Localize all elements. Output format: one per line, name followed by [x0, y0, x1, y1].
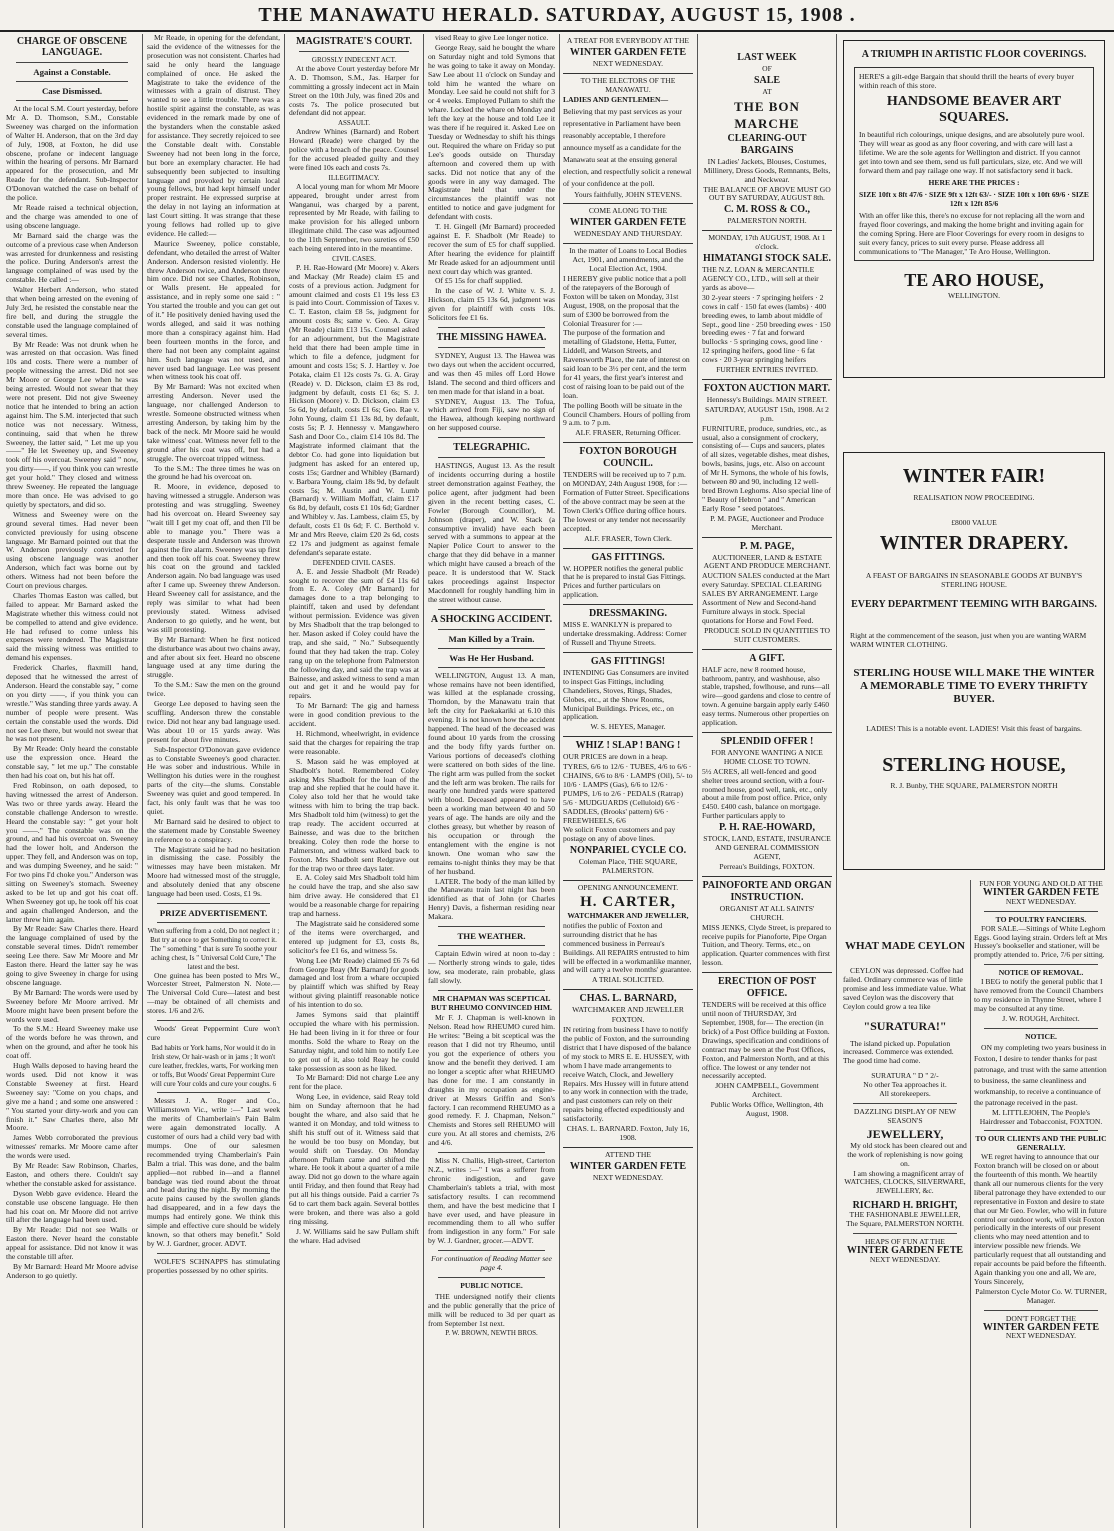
paragraph: Maurice Sweeney, police constable, defendant, who detailed the arrest of Walter Anderson. Anderson resisted violently. He threw Anderson twice, and Anderson threw him once. Did not see Charles, Robinson, or Walls present. He appealed for assistance, and in reply some one said : " You started the trouble and you can get out of it." He positively denied having used the words alleged, and said it was nothing more than a conspiracy against him. Had been fourteen months in the force, and there had not been any complaint against him. Such language was not used, and never used bad language. Lee was present when witness took his coat off. — [147, 238, 280, 382]
ad-title: PAINOFORTE AND ORGAN INSTRUCTION. — [702, 879, 832, 903]
column-rule — [970, 880, 971, 1528]
paragraph: The Magistrate said he had no hesitation in dismissing the case. Possibly the witnesses may have been mistaken. Mr Moore had witnessed most of the struggle, and absolutely denied that any obscene language had been used. Costs, £1 9s. — [147, 844, 280, 899]
ad-title: A GIFT. — [749, 652, 785, 664]
ad-body: The purpose of the formation and metalling of Gladstone, Hetta, Futter, Liddell, and Watson Streets, and Ravensworth Place, the rate of interest on said loan to be 3½ per cent, and the term for 41 years, the first year's interest and cost of raising loan to be paid out of the loan. — [563, 328, 690, 400]
headline: TELEGRAPHIC. — [453, 442, 530, 454]
ad-title: SALE — [753, 74, 781, 86]
winter-fair-ad — [843, 452, 1105, 870]
ad-title: GAS FITTINGS! — [590, 655, 666, 667]
ad-title: ERECTION OF POST OFFICE. — [718, 976, 816, 1000]
signature: P. W. BROWN, NEWTH BROS. — [445, 1329, 538, 1338]
ad-title: WINTER GARDEN FETE — [569, 46, 687, 58]
paragraph: Woods' Great Peppermint Cure won't cure — [147, 1024, 280, 1042]
ad-line: THE FASHIONABLE JEWELLER, — [849, 1210, 961, 1220]
paragraph: THE undersigned notify their clients and the public generally that the price of milk will be reduced to 3d per quart as from September 1st next. — [428, 1291, 555, 1328]
ad-line: AT — [762, 86, 772, 96]
paragraph: Mr Reade raised a technical objection, and the charge was amended to one of using obscene language. — [6, 202, 138, 230]
ad-body: The polling Booth will be situate in the Council Chambers. Hours of polling from 9 a.m. to 7 p.m. — [563, 400, 691, 428]
paragraph: By Mr Reade: Did not see Walls or Easton there. Never heard the constable appeal for assistance. Did not know it was the constable till after. — [6, 1225, 138, 1262]
ad-body: I BEG to notify the general public that I have removed from the Council Chambers to my residence in Thynne Street, where I may be consulted at any time. — [974, 977, 1104, 1013]
paragraph: By Mr Reade: Only heard the constable use the expression once. Heard the constable say, " let me up." The constable then had his coat on, but his hat off. — [6, 744, 138, 781]
paragraph: Fred Robinson, on oath deposed, to having witnessed the arrest of Anderson. Was two or three yards away. Heard the constable challenge Anderson to wrestle. Heard the constable say: " get your holt you ——." The constable was on the ground, and had his overcoat on. Sweeney had the lower holt, and Anderson the upper. They fell, and Anderson was on top, and was dumping Sweeney, and he said: " For two pins I'd choke you." Anderson was sitting on Sweeney's stomach. Sweeney asked to be let up and got his coat off. When Sweeney got up, he took off his coat and again challenged Anderson, and the latter threw him again. — [6, 780, 138, 924]
subheadline: Against a Constable. — [33, 67, 111, 77]
ad-line: PALMERSTON NORTH. — [727, 216, 807, 226]
ad-body: TENDERS will be received up to 7 p.m. on MONDAY, 24th August 1908, for :— Formation of Futter Street. Specifications of the above contract may be seen at the Town Clerk's Office during office hours. The lowest or any tender not necessarily accepted. — [563, 470, 690, 533]
ad-body: THE N.Z. LOAN & MERCANTILE AGENCY CO., LTD., will sell at their yards as above— — [702, 265, 819, 292]
paragraph: The Magistrate said he considered some of the items were overcharged, and entered up judgment for £3, costs 8s, solicitor's fee £1 6s, and witness 5s. — [289, 919, 419, 955]
ad-line: Coleman Place, THE SQUARE, PALMERSTON. — [578, 857, 678, 876]
ad-title: HIMATANGI STOCK SALE. — [702, 253, 832, 265]
paragraph: Captain Edwin wired at noon to-day :— Northerly strong winds to gale, tides low, sea moderate, rain probable, glass fall slowly. — [428, 949, 555, 985]
column-2 — [147, 34, 280, 1528]
ad-body: I HEREBY give public notice that a poll of the ratepayers of the Borough of Foxton will be taken on Monday, 31st August, 1908, on the proposal that the sum of £300 be borrowed from the Colonial Treasurer for :— — [563, 273, 687, 328]
ad-line: STOCK, LAND, ESTATE, INSURANCE AND GENERAL COMMISSION AGENT, — [703, 834, 831, 861]
ad-line: LADIES! This is a notable event. LADIES! Visit this feast of bargains. — [866, 724, 1082, 733]
ad-signature: J. W. ROUGH, Architect. — [1002, 1013, 1080, 1023]
ad-title: CLEARING-OUT BARGAINS — [727, 132, 807, 156]
paragraph: Witness and Sweeney were on the ground several times. Had never been convicted previously for using obscene language. Mr Barnard pointed out that the W. Anderson previously convicted for using obscene language was another Anderson, which fact was borne out by others. Witness had not been before the Court on previous charges. — [6, 509, 138, 591]
ad-signature: Yours faithfully, JOHN STEVENS. — [574, 189, 682, 199]
ad-body: TENDERS will be received at this office until noon of THURSDAY, 3rd September, 1908, for— The erection (in brick) of a Post Office building at Foxton. Drawings, specification and conditions of contract may be seen at the Post Offices, Foxton, and Palmerston North, and at this office. The lowest or any tender not necessarily accepted. — [702, 1000, 830, 1081]
ad-title: WINTER GARDEN FETE — [569, 217, 687, 229]
ad-line: WEDNESDAY AND THURSDAY. — [573, 229, 683, 239]
ad-body: IN Ladies' Jackets, Blouses, Costumes, Millinery, Dress Goods, Remnants, Belts, and Neckwear. — [703, 156, 831, 184]
ad-body: AUCTION SALES conducted at the Mart every Saturday. SPECIAL CLEARING SALES BY ARRANGEMENT. Large Assortment of New and Second-hand Furniture always in stock. Special quotations for Horse and Fowl Feed. — [702, 571, 830, 625]
masthead: THE MANAWATU HERALD. SATURDAY, AUGUST 15, 1908 . — [0, 0, 1114, 32]
subheadline: Man Killed by a Train. — [448, 633, 535, 644]
ad-title: STERLING HOUSE WILL MAKE THE WINTER A MEMORABLE TIME TO EVERY THRIFTY BUYER. — [853, 667, 1095, 705]
ad-signature: P. M. PAGE, Auctioneer and Produce Merchant. — [710, 513, 824, 532]
ad-body: CEYLON was depressed. Coffee had failed. Ordinary commerce was of little promise and less immediate value. What saved Ceylon was the discovery that Ceylon could grow a tea like — [843, 966, 967, 1011]
ad-title: WINTER GARDEN FETE — [569, 1160, 687, 1172]
ad-line: NEXT WEDNESDAY. — [1005, 896, 1077, 906]
ad-line: All storekeepers. — [879, 1089, 931, 1099]
subheading: CIVIL CASES. — [332, 254, 376, 263]
paragraph: Mr Barnard said he desired to object to the statement made by Constable Sweeney in reference to a conspiracy. — [147, 816, 280, 844]
ad-signature: W. S. HEYES, Manager. — [590, 722, 666, 732]
paragraph: A local young man for whom Mr Moore appeared, brought under arrest from Wanganui, was charged by a parent, represented by Mr Reade, with failing to make provision for his alleged unborn illegitimate child. The case was adjourned to the 11th September, two sureties of £50 each being entered into in the meantime. — [289, 181, 419, 254]
ad-line: SURATURA " D " 2/- — [871, 1071, 939, 1081]
ad-line: PRODUCE SOLD IN QUANTITIES TO SUIT CUSTOMERS. — [704, 625, 830, 644]
notices-column — [974, 880, 1108, 1525]
headline: PUBLIC NOTICE. — [460, 1280, 523, 1290]
ad-line: ORGANIST AT ALL SAINTS' CHURCH. — [719, 903, 815, 922]
ad-body: MISS JENKS, Clyde Street, is prepared to receive pupils for Pianoforte, Pipe Organ Tuition, and Theory. Terms, etc., on application. Quarter commences with first lesson. — [702, 922, 832, 968]
column-rule — [284, 34, 285, 1528]
ad-line: TO THE ELECTORS OF THE MANAWATU. — [580, 75, 676, 94]
ad-body: In beautiful rich colourings, unique designs, and are absolutely pure wool. They will wear as good as any floor covering, and with care will last a lifetime. We are the sole agents for Wellington and district. If you cannot get into town and see them, send us full particulars, size, etc. And we will forward them and pay railage one way. If not satisfactory send it back. — [859, 130, 1085, 175]
paragraph: To the S.M.: Saw the men on the ground twice. — [147, 680, 280, 699]
paragraph: Of £5 15s for chaff supplied. — [435, 276, 523, 286]
ad-line: FOXTON. — [611, 1015, 645, 1025]
column-6 — [702, 34, 832, 1528]
ad-line: A TRIAL SOLICITED. — [592, 975, 664, 985]
paragraph: Andrew Whines (Barnard) and Robert Howard (Reade) were charged by the police with a breach of the peace. Counsel for the accused pleaded guilty and they were fined 10s each and costs 7s. — [289, 127, 419, 172]
price-list: TYRES, 6/6 to 12/6 · TUBES, 4/6 to 6/6 · CHAINS, 6/6 to 8/6 · LAMPS (Oil), 5/- to 10/6 · LAMPS (Gas), 6/6 to 12/6 · PUMPS, 1/6 to 2/6 · PEDALS (Ratrap) 5/6 · MUDGUARDS (Celluloid) 6/6 · SADDLES, (Brooks' pattern) 6/6 · FREEWHEELS, 6/6 — [563, 762, 693, 825]
ad-title: TE ARO HOUSE, — [904, 270, 1044, 290]
ad-title: THE BON MARCHE — [734, 98, 800, 131]
ad-signature: JOHN CAMPBELL, Government Architect. — [715, 1081, 819, 1100]
paragraph: James Webb corroborated the previous witnesses' remarks. Mr Moore came after the words were used. — [6, 1133, 138, 1161]
paragraph: S. Mason said he was employed at Shadbolt's hotel. Remembered Coley asking Mrs Shadbolt for the loan of the trap and she replied that he could have it. Coley also told her that he would take witness with him to bring the trap back. Mrs Shadbolt told him (witness) to get the trap ready. The accident occurred at Bainesse, and was due to the britchen breaking. Coley then rode the horse to Palmerston, and witness walked back to Foxton. Mrs Shadbolt sent Redgrave out for the trap two or three days later. — [289, 756, 419, 873]
paragraph: H. Richmond, wheelwright, in evidence said that the charges for repairing the trap were reasonable. — [289, 728, 419, 756]
ad-title: A TRIUMPH IN ARTISTIC FLOOR COVERINGS. — [861, 49, 1087, 60]
ad-title: WINTER FAIR! — [902, 465, 1046, 487]
paragraph: HASTINGS, August 13. As the result of incidents occurring during a hostile street demonstration against Feathey, the police agent, after judgment had been given in the recent betting cases, C. Fowler (Borough Councillor), M. Johnson (draper), and W. Stack (a consumptive invalid) have each been served with a summons to appear at the Napier Police Court to answer to the charge that they did behave in a manner which might have caused a breach of the peace. It is understood that W. Stack takes proceedings against Inspector Macdonnell for roughly handling him in the street without cause. — [428, 461, 555, 604]
ad-body: MISS E. WANKLYN is prepared to undertake dressmaking. Address: Corner of Russell and Thyune Streets. — [563, 620, 687, 647]
headline: PRIZE ADVERTISEMENT. — [159, 908, 268, 918]
paragraph: By Mr Barnard: Heard Mr Moore advise Anderson to go quietly. — [6, 1262, 138, 1280]
column-rule — [697, 34, 698, 1528]
column-rule — [559, 34, 560, 1528]
ad-line: A FEAST OF BARGAINS IN SEASONABLE GOODS AT BUNBY'S STERLING HOUSE. — [865, 571, 1083, 589]
paragraph: Wong Lee, in evidence, said Reay told him on Sunday afternoon that he had bought the whare, and also said that he wanted it on Monday, and told witness to shift his stuff out of it. Witness said that he would be too busy on Monday, but would shift on Tuesday. On Monday afternoon Pullam came and shifted the whare. He took it about a quarter of a mile away. Did not go down to the whare again until Friday, and then found that Reay had put all his things outside. Paid a carrier 7s 6d to cart them back again. Several bottles were broken, and there was also a gold ring missing. — [289, 1092, 419, 1226]
ad-signature: Palmerston Cycle Motor Co. W. TURNER, Manager. — [975, 1286, 1107, 1305]
ad-line: DON'T FORGET THE — [1005, 1313, 1077, 1323]
paragraph: Hugh Walls deposed to having heard the words used. Did not know it was Constable Sweeney at first. Heard Sweeney say: "Come on you chaps, and give me a hand ; and some one answered : " You started your dirty-work and you can finish it." Saw Charles there, also Mr Moore. — [6, 1061, 138, 1133]
ad-line: THE BALANCE OF ABOVE MUST GO OUT BY SATURDAY, AUGUST 8th. — [703, 184, 831, 203]
paragraph: At the local S.M. Court yesterday, before Mr A. D. Thomson, S.M., Constable Sweeney was charged on the information of Walter H. Anderson, that on the 3rd day of July, 1908, at Foxton, he did use obscene, profane or indecent language within the hearing of persons. Mr Barnard appeared for the prosecution, and Mr Reade for the defendant. Sub-Inspector O'Donovan watched the case on behalf of the police. — [6, 104, 138, 203]
ad-line: Public Works Office, Wellington, 4th August, 1908. — [710, 1100, 824, 1119]
paragraph: vised Reay to give Lee longer notice. — [435, 34, 549, 42]
ad-title: WINTER GARDEN FETE — [982, 886, 1100, 898]
ad-line: The Square, PALMERSTON NORTH. — [846, 1219, 964, 1229]
ad-body: FURNITURE, produce, sundries, etc., as usual, also a consignment of crockery, consisting of— Cups and saucers, plates of all sizes, vegetable dishes, meat dishes, bowls, basins, jugs, etc. Also on account of Mr H. Symons, the whole of his fowls, between 80 and 90, including 12 well-bred Brown Leghorns. Also special line of " Beauty of Hebron " and " American Early Rose " seed potatoes. — [702, 423, 831, 513]
ad-title: HANDSOME BEAVER ART SQUARES. — [886, 94, 1062, 125]
ad-title: NOTICE OF REMOVAL. — [998, 968, 1084, 978]
ad-line: SATURDAY, AUGUST 15th, 1908. At 2 p.m. — [705, 404, 829, 423]
column-rule — [836, 34, 837, 1528]
paragraph: By Mr Barnard: When he first noticed the disturbance was about two chains away, and after about six feet. Heard no obscene language used at any time during the struggle. — [147, 634, 280, 680]
ad-title: H. CARTER, — [580, 894, 676, 910]
ad-body: I am showing a magnificent array of WATCHES, CLOCKS, SILVERWARE, JEWELLERY, &c. — [844, 1168, 966, 1196]
ad-title: WINTER GARDEN FETE — [846, 1244, 964, 1256]
ad-line: FUN FOR YOUNG AND OLD AT THE — [979, 880, 1103, 888]
paragraph: By Mr Barnard: Was not excited when arresting Anderson. Never used the language, nor challenged Anderson to wrestle. Someone obstructed witness when arresting Anderson, by taking him by the back of the neck. Mr Moore said he would take witness' coat. Witness never fell to the ground after his coat was off, but had a struggle. The overcoat tripped witness. — [147, 382, 280, 463]
ad-line: R. J. Bunby, THE SQUARE, PALMERSTON NORTH — [890, 781, 1058, 790]
paragraph: A. E. and Jessie Shadbolt (Mr Reade) sought to recover the sum of £4 11s 6d from E. A. Coley (Mr Barnard) for damages done to a trap belonging to plaintiff, taken and used by defendant without permission. Evidence was given by Mrs Shadbolt that the trap belonged to her. Mason asked if Coley could have the trap, and she said, " No." Subsequently found that they had taken the trap. Coley rang up on the telephone from Palmerston the following day, and said the trap was at Bainesse, and asked witness to send a man out and get it and he would pay for repairs. — [289, 566, 419, 701]
subheading: ASSAULT. — [337, 119, 371, 128]
ad-body: ON my completing two years business in Foxton, I desire to tender thanks for past patronage, and trust with the same attention to business, the same cleanliness and workmanship, to receive a continuance of the patronage received in the past. — [974, 1042, 1107, 1107]
ad-line: £8000 VALUE — [951, 518, 997, 527]
paragraph: At the above Court yesterday before Mr A. D. Thomson, S.M., Jas. Harper for committing a grossly indecent act in Main Street on the 10th July, was fined 20s and costs 7s. The police prosecuted but defendant did not appear. — [289, 63, 419, 118]
ad-line: AUCTIONEER, LAND & ESTATE AGENT AND PRODUCE MERCHANT. — [703, 552, 831, 571]
headline: THE WEATHER. — [457, 931, 526, 942]
ad-title: FOXTON AUCTION MART. — [703, 382, 831, 394]
ad-line: NEXT WEDNESDAY. — [592, 1172, 664, 1182]
paragraph: To the S.M.: Heard Sweeney make use of the words before he was thrown, and when on the ground, and after he took his coat off. — [6, 1024, 138, 1061]
paragraph: By Mr Barnard: The words were used by Sweeney before Mr Moore arrived. Mr Moore might have been present before the words were used. — [6, 987, 138, 1024]
subheading: DEFENDED CIVIL CASES. — [312, 558, 396, 567]
ad-title: WHIZ ! SLAP ! BANG ! — [575, 740, 681, 752]
ad-line: LADIES AND GENTLEMEN— — [563, 94, 669, 104]
ad-title: WHAT MADE CEYLON — [845, 940, 965, 952]
ad-title: WINTER GARDEN FETE — [982, 1321, 1100, 1333]
ad-line: REALISATION NOW PROCEEDING. — [913, 493, 1035, 502]
poem: Bad habits or York hams, Nor would it do in Irish stew, Or hair-wash or in jams ; It won't cure leather, freckles, warts, For working men or toffs, But Woods' Great Peppermint Cure will cure Your colds and cure your coughs. 6 — [149, 1043, 278, 1088]
paragraph: Sub-Inspector O'Donovan gave evidence as to Constable Sweeney's good character. He was sober and industrious. While in Wellington his duties were in the roughest parts of the city—the slums. Constable Sweeney was quiet and good tempered. In fact, his only fault was that he was too quiet. — [147, 744, 280, 816]
ad-body: Believing that my past services as your representative in Parliament have been reasonably acceptable, I therefore announce myself as a candidate for the Manawatu seat at the ensuing general election, and respectfully solicit a renewal of your confidence at the poll. — [563, 106, 692, 188]
column-1 — [6, 34, 138, 1528]
ad-line: HERE ARE THE PRICES : — [928, 178, 1020, 187]
ad-line: NEXT WEDNESDAY. — [869, 1254, 941, 1264]
ad-title: TO OUR CLIENTS AND THE PUBLIC GENERALLY. — [975, 1134, 1107, 1153]
ad-line: In the matter of Loans to Local Bodies Act, 1901, and amendments, and the Local Election Act, 1904. — [569, 246, 687, 274]
ad-line: HEAPS OF FUN AT THE — [865, 1236, 945, 1246]
paragraph: One guinea has been posted to Mrs W., Worcester Street, Palmerston N. Note.—The Universal Cold Cure—latest and best—may be obtained of all chemists and stores. 1/6 and 2/6. — [147, 970, 280, 1016]
ad-title: "SURATURA!" — [863, 1018, 947, 1033]
column-3 — [289, 34, 419, 1528]
ad-title: P. M. PAGE, — [739, 540, 795, 552]
paragraph: Walter Herbert Anderson, who stated that when being arrested on the evening of July 3rd, he resisted the constable near the fire bell, and during the struggle the constable used the language complained of several times. — [6, 285, 138, 339]
paragraph: Mr Barnard said the charge was the outcome of a previous case when Anderson was arrested for drunkenness and resisting the police. During Anderson's arrest the language complained of was used by the constable. He called :— — [6, 230, 138, 285]
ad-title: NONPARIEL CYCLE CO. — [569, 845, 687, 857]
paragraph: By Mr Reade: Saw Robinson, Charles, Easton, and others there. Couldn't say whether the constable asked for assistance. — [6, 1161, 138, 1188]
paragraph: James Symons said that plaintiff occupied the whare with his permission. He had been living in it for three or four months. Sold the whare to Reay on the Saturday night, and told him to notify Lee to get out of it, also told Reay he could take possession as soon as he liked. — [289, 1010, 419, 1073]
subheadline: Was He Her Husband. — [449, 652, 534, 663]
ad-title: EVERY DEPARTMENT TEEMING WITH BARGAINS. — [851, 599, 1097, 610]
ad-line: FURTHER ENTRIES INVITED. — [716, 365, 818, 375]
ad-title: FOXTON BOROUGH COUNCIL. — [579, 446, 677, 470]
poem: When suffering from a cold, Do not neglect it ; But try at once to get Something to correct it. The " something " that is sure To soothe your aching chest, Is " Universal Cold Cure," The latest and the best. — [147, 927, 280, 971]
ad-title: C. M. ROSS & CO., — [723, 204, 811, 216]
paragraph: SYDNEY, August 13. The Hawea was two days out when the accident occurred, and was then 45 miles off Lord Howe Island. The second and third officers and ten men made for that island in a boat. — [428, 351, 555, 396]
ad-body: HERE'S a gilt-edge Bargain that should thrill the hearts of every buyer within reach of this store. — [859, 72, 1074, 90]
ad-body: IN retiring from business I have to notify the public of Foxton, and the surrounding district that I have disposed of the balance of my stock to MRS E. E. HUSSEY, with whom I have made arrangements to receive Watch, Clock, and Jewellery Repairs. Mrs Hussey will in future attend to any work in connection with the trade, and past customers can rely on their repairs being effected expeditiously and satisfactorily. — [563, 1025, 691, 1124]
headline: THE MISSING HAWEA. — [436, 332, 547, 343]
ad-body: The island picked up. Population increased. Commerce was extended. The good time had come. — [843, 1038, 954, 1066]
paragraph: Charles Thomas Easton was called, but failed to appear. Mr Barnard asked the Magistrate whether this witness could not be compelled to attend and give evidence. He had refused to come unless his expenses were tendered. The Magistrate said the missing witness was entitled to demand his expenses. — [6, 590, 138, 663]
paragraph: By Mr Reade: Was not drunk when he was arrested on that occasion. Was fined 10s and costs. There were a number of people witnessing the arrest. Did not see Mr Moore or George Lee when he was being arrested. Would not swear that they were not present. Did not give Sweeney notice that he intended to bring an action against him. The S.M. interjected that such notice was not necessary. Witness, continuing, said that when he threw Sweeney, the latter said, " Let me up you ——" He let Sweeney up, and Sweeney took off his overcoat. Sweeney said " now, you dirty——, if you think you can wrestle get your hold." They closed and witness threw Sweeney. He repeated the language more than once. He was advised to go quietly by spectators, and did so. — [6, 339, 138, 509]
ad-body: 5½ ACRES, all well-fenced and good shelter trees around section, with a four-roomed house, good well, tank, etc., only about a mile from post office. Price, only £450. £400 cash, balance on mortgage. Further particulars apply to — [702, 766, 828, 821]
paragraph: WELLINGTON, August 13. A man, whose remains have not been identified, was killed at the esplanade crossing, Thorndon, by the Manawatu train that left the city for Paekakariki at 6.10 this evening. It is not known how the accident happened. The head of the deceased was found about 10 yards from the crossing and the body fifty yards further on. Various portions of deceased's clothing were scattered on both sides of the line. The right arm was pulled from the socket and the left arm was broken. The rails for nearly one hundred yards were spattered with blood. Deceased appeared to have been a working man between 40 and 50 years of age. The hands are oily and the clothes greasy, but whether by reason of his occupation or through the entanglement with the engine is not known. One woman who saw the remains to-night thinks they may be that of her husband. — [428, 670, 555, 876]
ad-line: COME ALONG TO THE — [588, 206, 668, 216]
paragraph: P. H. Rae-Howard (Mr Moore) v. Akers and Mackay (Mr Reade) claim £5 and costs of a previous action. Judgment for amount claimed and costs £1 19s less £3 is paid into Court. Commission of Taxes v. C. T. Easton, claim £8 5s, judgment for amount costs 8s; same v. Geo. A. Gray (Mr Reade) claim £13 15s. Counsel asked for an adjournment, but the Magistrate held that there had been ample time in which to file a defence, judgment for amount and costs 15s; S. J. Hartley v. Joe Potaka, claim £1 12s costs 7s. G. A. Gray (Reade) v. D. Dickson, claim £3 8s rod, judgment by default, costs £1 6s; S. J. Hickson (Moore) v. D. Dickson, claim £3 5s 6d, by default, costs £1 6s; Geo. Rae v. John Young, claim £1 13s 8d, by default, costs 5s; P. J. Hennessy v. Mangawhero Sash and Door Co., claim £14 10s 8d. The Magistrate informed claimant that the debtor Co. had gone into liquidation but judgment has asked for an entered up, costs 15s; Gardner and Whibley (Barnard) v. Barbara Young, claim 18s 9d, by default costs 5s; M. Austin and W. Lumb (Barnard) v. William Moffatt, claim £17 6s 8d, by default, costs £1 10s 6d; Gardner and Whibley v. Jas. Lambess, claim £5, by default, costs £1 0s 6d; F. C. Berthold v. Mr and Mrs Reeve, claim £20 2s 6d, costs £2 17s and judgment as against female defendant's separate estate. — [289, 262, 419, 557]
subheadline: Case Dismissed. — [41, 86, 103, 96]
paragraph: WOLFE'S SCHNAPPS has stimulating properties possessed by no other spirits. — [147, 1256, 280, 1275]
ad-line: FOR ANYONE WANTING A NICE HOME CLOSE TO TOWN. — [711, 747, 823, 766]
ad-line: DAZZLING DISPLAY OF NEW SEASON'S — [853, 1106, 957, 1125]
ceylon-jewellery-column — [843, 925, 967, 1525]
ad-signature: ALF. FRASER, Returning Officer. — [575, 428, 681, 438]
ad-line: WATCHMAKER AND JEWELLER, — [567, 911, 689, 920]
column-rule — [423, 34, 424, 1528]
paragraph: To the S.M.: The three times he was on the ground he had his overcoat on. — [147, 463, 280, 482]
paragraph: T. H. Gingell (Mr Barnard) proceeded against E. F. Shadbolt (Mr Reade) to recover the sum of £5 for chaff supplied. After hearing the evidence for plaintiff Mr Reade asked for an adjournment until next court day which was granted. — [428, 222, 555, 276]
ad-line: Perreau's Buildings, FOXTON. — [719, 861, 815, 871]
ad-title: P. H. RAE-HOWARD, — [718, 822, 816, 834]
ad-line: Hennessy's Buildings. MAIN STREET. — [706, 394, 828, 404]
paragraph: To Mr Barnard: The gig and harness were in good condition previous to the accident. — [289, 701, 419, 729]
ad-signature: ALF. FRASER, Town Clerk. — [584, 533, 672, 543]
ad-title: STERLING HOUSE, — [882, 754, 1066, 776]
paragraph: J. W. Williams said he saw Pullam shift the whare. Had advised — [289, 1226, 419, 1245]
ad-signature: M. LITTLEJOHN, The People's Hairdresser and Tobacconist, FOXTON. — [979, 1107, 1103, 1126]
te-aro-house-ad — [843, 40, 1105, 378]
ad-title: SPLENDID OFFER ! — [720, 735, 814, 747]
ad-title: LAST WEEK — [737, 52, 797, 63]
ad-body: notifies the public of Foxton and surrounding district that he has commenced business in Perreau's Buildings. All REPAIRS entrusted to him will be effected in a workmanlike manner, and will carry a twelve months' guarantee. — [563, 920, 692, 975]
ad-line: No other Tea approaches it. — [863, 1080, 947, 1090]
paragraph: George Lee deposed to having seen the scuffling. Anderson threw the constable twice. Did not hear any bad language used. Was about 10 or 15 yards away. Was present for about five minutes. — [147, 699, 280, 744]
ad-body: With an offer like this, there's no excuse for not replacing all the worn and frayed floor coverings, and making the home bright and inviting again for the coming Spring. Here are Floor Coverings for every room in designs to suit every fancy, prices to suit every purse. Please address all communications to "The Manager," Te Aro House, Wellington. — [859, 211, 1085, 256]
paragraph: LATER. The body of the man killed by the Manawatu train last night has been identified as that of John (or Charles Henry) Davis, a fisherman residing near Makara. — [428, 876, 555, 922]
ad-body: OUR PRICES are down in a heap. — [563, 752, 668, 762]
paragraph: E. A. Coley said Mrs Shadbolt told him he could have the trap, and she also saw him drive away. He considered that £1 would be a reasonable charge for repairing trap and harness. — [289, 873, 419, 919]
stock-list: 30 2-year steers · 7 springing heifers · 2 cows in calf · 150 fat ewes (lambs) · 400 breeding ewes, to lamb about middle of Sept., good line · 250 breeding ewes · 150 breeding ewes · 7 fat and forward bullocks · 5 springing cows, good line · 12 springing heifers, good line · 6 fat cows · 20 3-year springing heifers — [702, 292, 831, 365]
ad-line: NEXT WEDNESDAY. — [592, 58, 664, 68]
paragraph: Dyson Webb gave evidence. Heard the constable use obscene language. He then had his coat on. Mr Moore did not arrive till after the language had been used. — [6, 1188, 138, 1225]
paragraph: Frederick Charles, flaxmill hand, deposed that he witnessed the arrest of Anderson. Heard the constable say, " come on you dirty ——, if you think you can wrestle." Was standing three yards away. A number of people were present. Was certain the constable used the words. Did not see Lee there, but would not swear that he was not present. — [6, 663, 138, 744]
ad-title: CHAS. L. BARNARD, — [579, 993, 677, 1005]
ad-line: MONDAY, 17th AUGUST, 1908. At 1 o'clock. — [708, 233, 826, 252]
ad-title: WINTER DRAPERY. — [879, 532, 1069, 554]
paragraph: By Mr Reade: Saw Charles there. Heard the language complained of used by the constable several times. Didn't remember seeing Lee there. Saw Mr Moore and Mr Easton there. Heard the latter say he was going to give Sweeney in charge for using obscene language. — [6, 924, 138, 987]
subheading: ILLEGITIMACY. — [328, 173, 380, 182]
subheading: GROSSLY INDECENT ACT. — [311, 56, 397, 64]
paragraph: George Reay, said he bought the whare on Saturday night and told Symons that he was going to take it away on Monday. Saw Lee about 11 o'clock on Sunday and told him he wanted the whare on Monday. Lee said he could not shift for 3 or 4 weeks. Employed Pullam to shift the whare. Locked the whare on Monday and left the key at the house and told Lee it was there if he required it. Asked Lee on Tuesday or Wednesday to shift his things out. Required the whare on Friday so put Lee's goods outside on Thursday afternoon and covered them up with sacks. Did not notice that any of the goods were in any way damaged. The Magistrate held that under the circumstances the plaintiff was not entitled to notice and gave judgment for defendant with costs. — [428, 42, 555, 222]
ad-body: INTENDING Gas Consumers are invited to inspect Gas Fittings, including Chandeliers, Stoves, Rings, Shades, Globes, etc., at the Show Rooms, Municipal Buildings. Prices, etc., on application. — [563, 667, 689, 722]
ad-signature: CHAS. L. BARNARD. Foxton, July 16, 1908. — [566, 1124, 690, 1142]
column-4 — [428, 34, 555, 1528]
continuation-note: For continuation of Reading Matter see page 4. — [431, 1254, 552, 1273]
column-5 — [563, 34, 693, 1528]
headline: MAGISTRATE'S COURT. — [296, 36, 412, 47]
ad-line: NEXT WEDNESDAY. — [1005, 1331, 1077, 1341]
ad-body: We solicit Foxton customers and pay postage on any of above lines. — [563, 825, 676, 844]
paragraph: SYDNEY, August 13. The Tofua, which arrived from Fiji, saw no sign of the Hawea, although keeping northward on her supposed course. — [428, 396, 555, 433]
ad-body: Right at the commencement of the season, just when you are wanting WARM WARM WINTER CLOTHING. — [850, 631, 1087, 649]
paragraph: Messrs J. A. Roger and Co., Williamstown Vic., write :—" Last week the merits of Chamberlain's Pain Balm were again demonstrated locally. A customer of ours had a child very bad with mumps. One of our salesmen recommended trying Chamberlain's Pain Balm a trial. This was done, and the balm applied—not rubbed in—and a flannel bandage was tied round about the throat and head during the night. By morning the acute pains caused by the swollen glands had disappeared, and in a few days the mumps had entirely gone. We think this simple and effective cure should be widely known, so that others may benefit." Sold by W. J. Gardner, grocer. ADVT. — [147, 1096, 280, 1248]
paragraph: Wong Lee (Mr Reade) claimed £6 7s 6d from George Reay (Mr Barnard) for goods damaged and lost from a whare occupied by plaintiff which was shifted by Reay without giving plaintiff reasonable notice of his intention to do so. — [289, 955, 419, 1010]
ad-body: W. HOPPER notifies the general public that he is prepared to instal Gas Fittings. Prices and further particulars on application. — [563, 563, 686, 600]
ad-line: A TREAT FOR EVERYBODY AT THE — [566, 36, 690, 45]
headline: A SHOCKING ACCIDENT. — [430, 613, 553, 625]
column-rule — [142, 34, 143, 1528]
paragraph: Mr Reade, in opening for the defendant, said the evidence of the witnesses for the prosecution was not consistent. Charles had said he only heard the language complained of once. He asked the Magistrate to take the evidence of the witnesses with a grain of distrust. They wanted to see a little trouble. There was a hostile spirit against the constable, as was evidenced in the remark made by one of the bystanders when the constable asked for assistance. They secretly rejoiced to see the Constable dealt with. Constable Sweeney had not been long in the force, but bore an exemplary character. He had subsequently been subjected to insulting language and provoked by certain local young fellows, but had kept himself under proper restraint. He expressed surprise at the delay in not laying an information at last Court sitting. It was strange that these young fellows had rolled up to give evidence. He called:— — [147, 34, 280, 238]
ad-title: DRESSMAKING. — [588, 608, 668, 620]
headline: CHARGE OF OBSCENE LANGUAGE. — [16, 36, 128, 58]
ad-line: OF — [762, 64, 772, 73]
ad-title: GAS FITTINGS. — [591, 551, 665, 563]
ad-body: HALF acre, new 8 roomed house, bathroom, pantry, and washhouse, also stable, trapshed, fowlhouse, and runs—all wire—good gardens and close to centre of town. A genuine bargain apply early £460 easy terms. Numerous other properties on application. — [702, 664, 831, 728]
ad-title: NOTICE. — [1025, 1031, 1057, 1041]
ad-title: JEWELLERY, — [866, 1126, 944, 1141]
ad-line: WATCHMAKER AND JEWELLER — [572, 1005, 684, 1015]
paragraph: In the case of W. J. White v. S. J. Hickson, claim £5 13s 6d, judgment was given for plaintiff with costs 10s. Solicitors fee £1 6s. — [428, 286, 555, 323]
paragraph: To Mr Barnard: Did not charge Lee any rent for the place. — [289, 1073, 419, 1092]
headline: MR CHAPMAN WAS SCEPTICAL BUT RHEUMO CONVINCED HIM. — [431, 993, 552, 1012]
ad-body: WE regret having to announce that our Foxton branch will be closed on or about the fourteenth of this month. We heartily thank all our numerous clients for the very liberal patronage they have extended to our representative in Foxton and desire to state that our Mr Geo. Fowler, who will in future control our outdoor work, will visit Foxton periodically in the interests of our present clients who may need attention and to interview possible new friends. We particularly request that all outstanding and repair accounts be paid before the fifteenth. Again thanking you one and all, We are, Yours Sincerely, — [974, 1152, 1107, 1286]
paragraph: Miss N. Challis, High-street, Carterton N.Z., writes :—" I was a sufferer from chronic indigestion, and gave Chamberlain's tablets a trial, with most satisfactory results. I can recommend them, and have the best medicine that I have ever used, and have pleasure in recommending them to all who suffer from indigestion in any form." For sale by W. J. Gardner, grocer.—ADVT. — [428, 1156, 555, 1246]
ad-body: FOR SALE.—Sittings of White Leghorn Eggs. Good laying strain. Orders left at Mrs Hussey's bookseller and stationer, will be promptly attended to. Price, 7/6 per sitting. — [974, 923, 1108, 960]
ad-title: TO POULTRY FANCIERS. — [995, 914, 1087, 924]
ad-line: OPENING ANNOUNCEMENT. — [577, 883, 679, 893]
paragraph: R. Moore, in evidence, deposed to having witnessed a struggle. Anderson was protesting and was struggling. Sweeney had his overcoat on. Heard Sweeney say "wait till I get my coat off, and then I'll be able to manage you." There was a desperate tussle and Anderson was thrown against the fire alarm. Sweeney was up first and then took off his coat. Sweeney threw his coat on the ground and tackled Anderson again. No bad language was used after I came up. Sweeney threw Anderson. Heard Sweeney call for assistance, and the reply was similar to what had been previously stated. Witness advised Anderson to go quietly, and he went, but was still protesting. — [147, 482, 280, 634]
price-list: SIZE 10ft x 8ft 47/6 · SIZE 9ft x 12ft 63/- · SIZE 10ft x 10ft 69/6 · SIZE 12ft x 12ft 85/6 — [859, 190, 1089, 208]
ad-line: WELLINGTON. — [948, 291, 1000, 300]
paragraph: Mr F. J. Chapman is well-known in Nelson. Read how RHEUMO cured him. He writes: "Being a bit sceptical was the reason that I did not try Rheumo, until you got the experience of others you know and the benefit they derived. I am no longer a sceptic after what RHEUMO has done for me. I am constantly in draughts in my occupation as engine-driver at Messrs Griffin and Son's factory. I can recommend RHEUMO as a good remedy. F. J. Chapman, Nelson." Chemists and Stores sell RHEUMO will cure you. At all stores and chemists, 2/6 and 4/6. — [428, 1013, 555, 1148]
ad-line: ATTEND THE — [604, 1149, 652, 1159]
ad-title: RICHARD H. BRIGHT, — [852, 1200, 958, 1212]
ad-body: My old stock has been cleared out and the work of replenishing is now going on. — [847, 1140, 967, 1168]
